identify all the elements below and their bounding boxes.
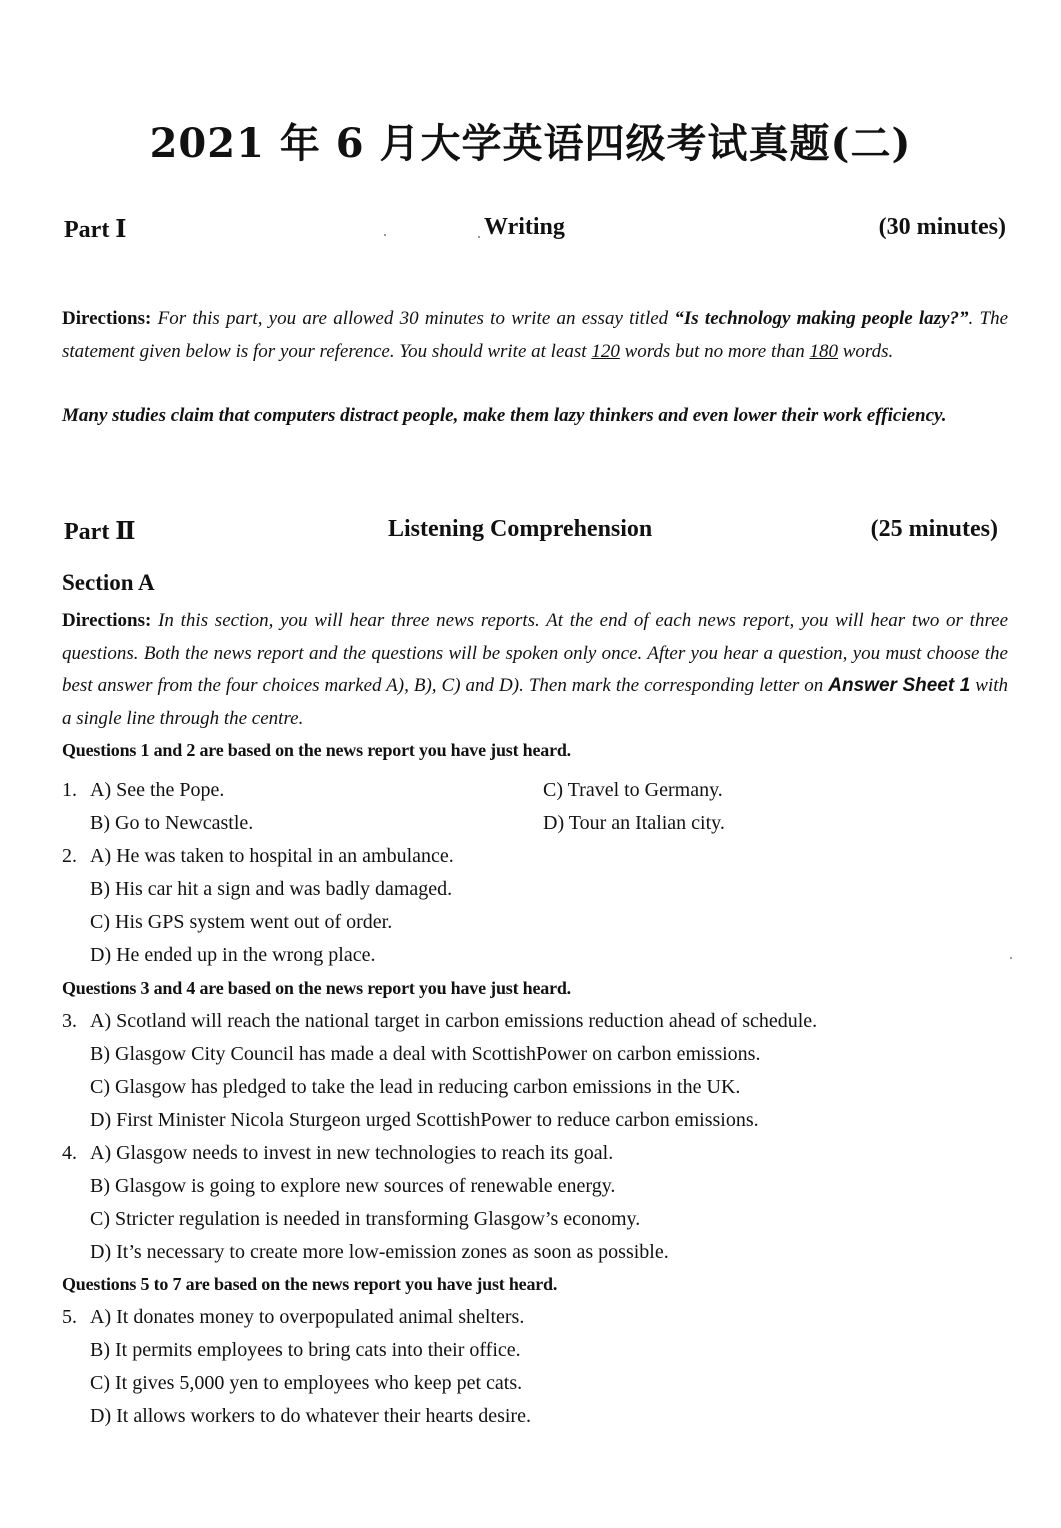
- directions-text: words but no more than: [619, 340, 810, 362]
- max-words: 180: [809, 340, 838, 362]
- essay-title: “Is technology making people lazy?”: [674, 308, 969, 329]
- directions-text: with a single line through the centre.: [62, 675, 1009, 729]
- question-number: 4.: [62, 1142, 77, 1164]
- question-1-option-d: D) Tour an Italian city.: [543, 812, 725, 834]
- answer-sheet-label: Answer Sheet 1: [828, 675, 971, 696]
- part-2-directions: [62, 605, 1008, 735]
- scan-speck: [384, 234, 386, 236]
- question-2-option-a: [62, 845, 454, 868]
- question-3-option-d: D) First Minister Nicola Sturgeon urged ScottishPower to reduce carbon emissions.: [90, 1109, 759, 1131]
- question-number: 2.: [62, 845, 77, 867]
- question-3-option-a: [62, 1010, 817, 1033]
- question-4-option-b: B) Glasgow is going to explore new sources of renewable energy.: [90, 1175, 616, 1197]
- part-1-header: [64, 214, 1006, 250]
- question-5-option-b: B) It permits employees to bring cats into their office.: [90, 1339, 521, 1361]
- question-3-option-b: B) Glasgow City Council has made a deal with ScottishPower on carbon emissions.: [90, 1043, 761, 1065]
- directions-label: Directions:: [62, 308, 152, 329]
- question-4-option-d: D) It’s necessary to create more low-emission zones as soon as possible.: [90, 1241, 669, 1263]
- min-words: 120: [591, 340, 620, 362]
- directions-label: Directions:: [62, 610, 152, 631]
- question-5-option-c: C) It gives 5,000 yen to employees who keep pet cats.: [90, 1372, 523, 1394]
- part-1-directions: [62, 303, 1008, 368]
- directions-text: words.: [837, 340, 894, 362]
- essay-statement: Many studies claim that computers distract people, make them lazy thinkers and even lower their work efficiency.: [62, 405, 947, 426]
- question-2-option-d: D) He ended up in the wrong place.: [90, 944, 376, 966]
- question-group-heading: Questions 1 and 2 are based on the news report you have just heard.: [62, 740, 571, 760]
- part-2-label: Part Ⅱ: [64, 519, 136, 545]
- question-5-option-a: [62, 1306, 524, 1329]
- part-2-time: (25 minutes): [870, 516, 998, 542]
- part-1-label: Part Ⅰ: [64, 217, 127, 243]
- part-2-header: [64, 516, 1006, 552]
- question-2-option-c: C) His GPS system went out of order.: [90, 911, 393, 933]
- option-text: A) Scotland will reach the national target in carbon emissions reduction ahead of schedule.: [90, 1010, 818, 1032]
- section-heading: Section A: [62, 570, 155, 595]
- scan-speck: [478, 236, 480, 238]
- question-number: 5.: [62, 1306, 77, 1328]
- option-text: A) It donates money to overpopulated animal shelters.: [90, 1306, 525, 1328]
- option-text: A) Glasgow needs to invest in new technologies to reach its goal.: [90, 1142, 614, 1164]
- page-title: 2021 年 6 月大学英语四级考试真题(二): [149, 120, 912, 167]
- scan-speck: [1010, 957, 1012, 959]
- question-number: 1.: [62, 779, 77, 801]
- question-2-option-b: B) His car hit a sign and was badly damaged.: [90, 878, 453, 900]
- directions-text: In this section, you will hear three news reports. At the end of each news report, you will hear two or three questions. Both the news report and the questions will be spoken only once. After you hear a question, you must choose the best answer from the four choices marked A), B), C) and D). Then mark the corresponding letter on: [62, 610, 1008, 696]
- question-4-option-a: [62, 1142, 613, 1165]
- directions-text: . The statement given below is for your reference. You should write at least: [62, 308, 1009, 362]
- question-3-option-c: C) Glasgow has pledged to take the lead in reducing carbon emissions in the UK.: [90, 1076, 741, 1098]
- question-group-heading: Questions 5 to 7 are based on the news report you have just heard.: [62, 1274, 558, 1294]
- part-1-title: Writing: [484, 214, 565, 240]
- option-text: A) See the Pope.: [90, 779, 225, 801]
- part-1-time: (30 minutes): [878, 214, 1006, 240]
- question-5-option-d: D) It allows workers to do whatever their hearts desire.: [90, 1405, 531, 1427]
- directions-text: For this part, you are allowed 30 minutes to write an essay titled: [151, 308, 675, 329]
- part-2-title: Listening Comprehension: [388, 516, 653, 542]
- question-number: 3.: [62, 1010, 77, 1032]
- option-text: A) He was taken to hospital in an ambulance.: [90, 845, 454, 867]
- question-4-option-c: C) Stricter regulation is needed in transforming Glasgow’s economy.: [90, 1208, 641, 1230]
- question-1-option-c: C) Travel to Germany.: [543, 779, 723, 801]
- question-group-heading: Questions 3 and 4 are based on the news report you have just heard.: [62, 978, 571, 998]
- question-1-option-b: B) Go to Newcastle.: [90, 812, 254, 834]
- question-1-option-a: [62, 779, 224, 802]
